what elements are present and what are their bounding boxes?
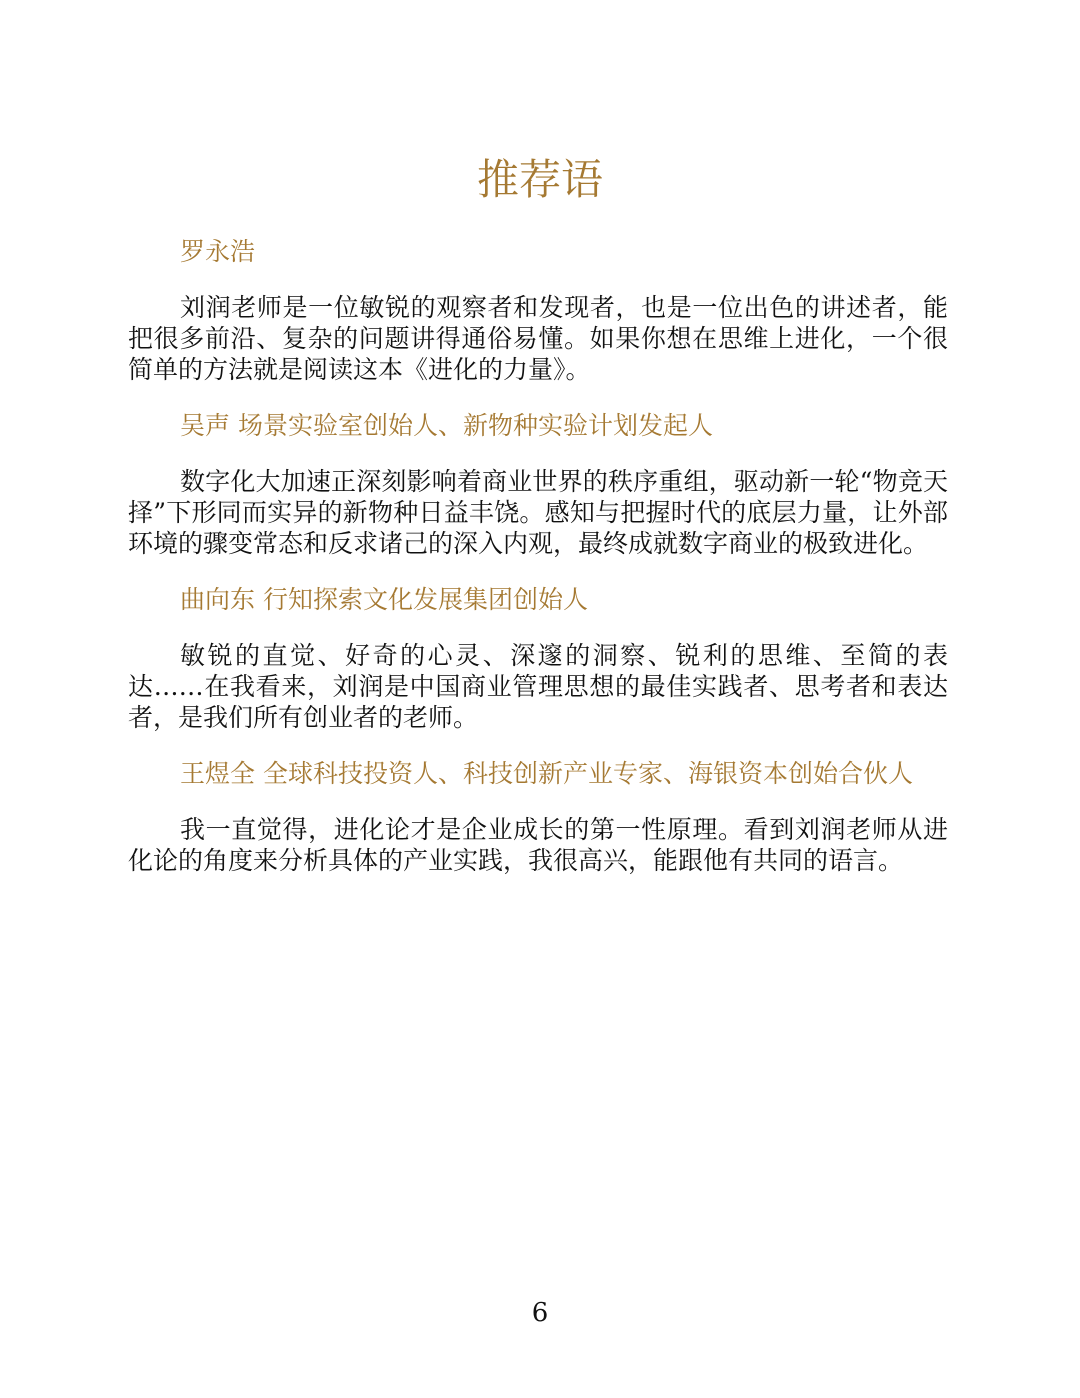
- recommendations-list: [128, 236, 948, 901]
- recommender-name: 王煜全 全球科技投资人、科技创新产业专家、海银资本创始合伙人: [180, 759, 913, 788]
- page-number: 6: [531, 1298, 549, 1328]
- recommendation-entry: [128, 410, 948, 559]
- recommendation-quote: 数字化大加速正深刻影响着商业世界的秩序重组，驱动新一轮“物竞天择”下形同而实异的新物种日益丰饶。感知与把握时代的底层力量，让外部环境的骤变常态和反求诸己的深入内观，最终成就数字商业的极致进化。: [128, 467, 948, 558]
- recommender-name: 曲向东 行知探索文化发展集团创始人: [180, 585, 588, 614]
- recommendation-quote: 我一直觉得，进化论才是企业成长的第一性原理。看到刘润老师从进化论的角度来分析具体的产业实践，我很高兴，能跟他有共同的语言。: [128, 815, 948, 875]
- recommendation-entry: [128, 584, 948, 733]
- recommendation-entry: [128, 236, 948, 385]
- recommendation-quote: 刘润老师是一位敏锐的观察者和发现者，也是一位出色的讲述者，能把很多前沿、复杂的问题讲得通俗易懂。如果你想在思维上进化，一个很简单的方法就是阅读这本《进化的力量》。: [128, 293, 948, 384]
- recommendation-quote: 敏锐的直觉、好奇的心灵、深邃的洞察、锐利的思维、至简的表达……在我看来，刘润是中国商业管理思想的最佳实践者、思考者和表达者，是我们所有创业者的老师。: [128, 641, 948, 732]
- recommendation-entry: [128, 758, 948, 876]
- recommender-name: 吴声 场景实验室创始人、新物种实验计划发起人: [180, 411, 713, 440]
- page-title: 推荐语: [476, 155, 603, 204]
- recommender-name: 罗永浩: [180, 237, 256, 266]
